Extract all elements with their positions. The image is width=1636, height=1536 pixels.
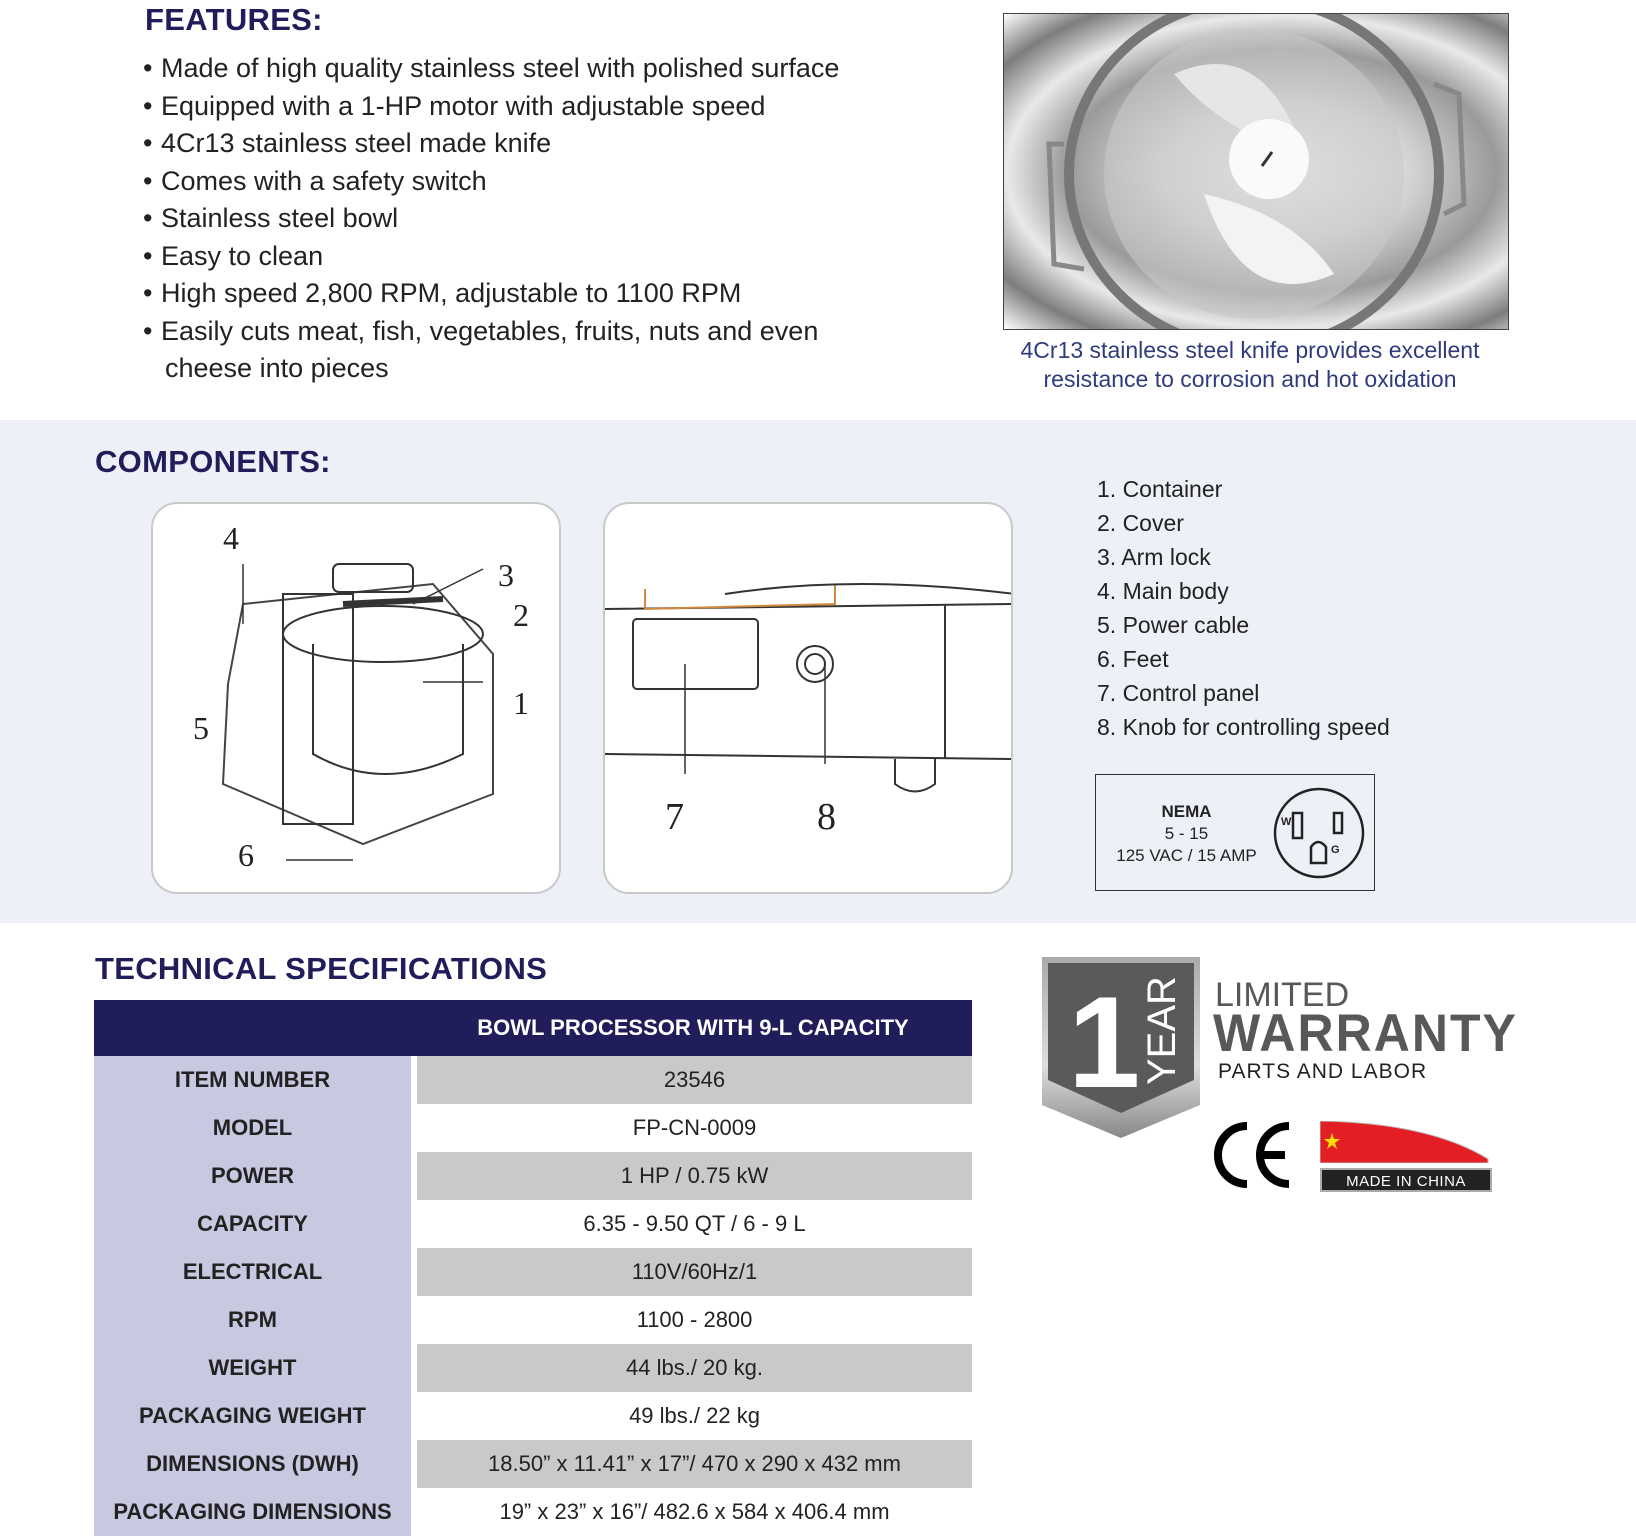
spec-label: ELECTRICAL: [94, 1248, 414, 1296]
diagram-control-panel-view: [603, 502, 1013, 894]
nema-rating: 125 VAC / 15 AMP: [1116, 846, 1257, 865]
diagram-label: 1: [513, 685, 529, 721]
feature-item: • High speed 2,800 RPM, adjustable to 1100 RPM: [143, 278, 742, 308]
diagram-front-view: [151, 502, 561, 894]
feature-item: • Equipped with a 1-HP motor with adjustable speed: [143, 90, 766, 121]
ce-mark-icon: [1213, 1120, 1293, 1190]
diagram-label: 2: [513, 597, 529, 633]
component-item: 5. Power cable: [1097, 612, 1250, 638]
feature-item: • Made of high quality stainless steel with polished surface: [143, 53, 840, 83]
nema-w-label: W: [1281, 816, 1292, 828]
china-flag-icon: [1320, 1121, 1492, 1163]
spec-value: 23546: [414, 1056, 972, 1104]
badge-unit: YEAR: [1140, 976, 1184, 1085]
spec-row: [94, 1344, 972, 1392]
feature-item: • Comes with a safety switch: [143, 165, 487, 196]
spec-row: [94, 1488, 972, 1536]
features-title: FEATURES:: [145, 2, 323, 37]
component-item: 3. Arm lock: [1097, 544, 1211, 570]
feature-item-continuation: cheese into pieces: [165, 353, 389, 383]
badge-number: 1: [1068, 969, 1141, 1115]
feature-item: • 4Cr13 stainless steel made knife: [143, 128, 552, 158]
caption-line: resistance to corrosion and hot oxidation: [1043, 366, 1457, 392]
nema-outlet-icon: [1271, 785, 1367, 881]
spec-row: [94, 1248, 972, 1296]
features-list: [143, 50, 839, 388]
spec-label: MODEL: [94, 1104, 414, 1152]
diagram-label: 4: [223, 520, 239, 556]
specs-table: [94, 1000, 972, 1536]
nema-title: NEMA: [1161, 802, 1212, 821]
spec-label: POWER: [94, 1152, 414, 1200]
specs-header-blank: [94, 1000, 414, 1056]
feature-item: • Easy to clean: [143, 240, 324, 271]
component-item: 2. Cover: [1097, 510, 1184, 536]
spec-label: DIMENSIONS (DWH): [94, 1440, 414, 1488]
specs-title: TECHNICAL SPECIFICATIONS: [95, 951, 548, 986]
coverage-text: PARTS AND LABOR: [1218, 1060, 1428, 1083]
component-item: 1. Container: [1097, 476, 1223, 502]
limited-text: LIMITED: [1215, 976, 1350, 1014]
spec-row: [94, 1392, 972, 1440]
knife-bowl-photo: [1003, 13, 1509, 330]
caption-line: 4Cr13 stainless steel knife provides excellent: [1020, 337, 1480, 363]
spec-value: 44 lbs./ 20 kg.: [414, 1344, 972, 1392]
spec-value: 110V/60Hz/1: [414, 1248, 972, 1296]
made-in-china-badge: [1320, 1121, 1492, 1190]
origin-text: MADE IN CHINA: [1320, 1168, 1492, 1192]
spec-label: CAPACITY: [94, 1200, 414, 1248]
spec-value: 1100 - 2800: [414, 1296, 972, 1344]
nema-text: [1104, 801, 1269, 867]
spec-row: [94, 1440, 972, 1488]
diagram-label: 3: [498, 557, 514, 593]
spec-value: 1 HP / 0.75 kW: [414, 1152, 972, 1200]
spec-label: WEIGHT: [94, 1344, 414, 1392]
spec-label: RPM: [94, 1296, 414, 1344]
component-item: 8. Knob for controlling speed: [1097, 714, 1390, 740]
spec-value: 19” x 23” x 16”/ 482.6 x 584 x 406.4 mm: [414, 1488, 972, 1536]
component-item: 7. Control panel: [1097, 680, 1260, 706]
spec-label: ITEM NUMBER: [94, 1056, 414, 1104]
nema-g-label: G: [1331, 844, 1340, 856]
spec-label: PACKAGING WEIGHT: [94, 1392, 414, 1440]
component-item: 6. Feet: [1097, 646, 1169, 672]
diagram-label: 7: [665, 796, 684, 838]
feature-item: • Stainless steel bowl: [143, 203, 399, 233]
spec-row: [94, 1200, 972, 1248]
diagram-label: 8: [817, 796, 836, 838]
spec-row: [94, 1104, 972, 1152]
spec-row: [94, 1056, 972, 1104]
diagram-label: 6: [238, 837, 254, 873]
spec-value: FP-CN-0009: [414, 1104, 972, 1152]
nema-plug-box: [1095, 774, 1375, 891]
components-list: [1097, 472, 1390, 744]
spec-value: 6.35 - 9.50 QT / 6 - 9 L: [414, 1200, 972, 1248]
spec-row: [94, 1152, 972, 1200]
spec-value: 18.50” x 11.41” x 17”/ 470 x 290 x 432 mm: [414, 1440, 972, 1488]
components-title: COMPONENTS:: [95, 444, 331, 479]
specs-header: BOWL PROCESSOR WITH 9-L CAPACITY: [414, 1000, 972, 1056]
spec-label: PACKAGING DIMENSIONS: [94, 1488, 414, 1536]
component-item: 4. Main body: [1097, 578, 1229, 604]
feature-item: • Easily cuts meat, fish, vegetables, fruits, nuts and even: [143, 315, 819, 346]
spec-value: 49 lbs./ 22 kg: [414, 1392, 972, 1440]
warranty-text: WARRANTY: [1213, 1003, 1518, 1063]
photo-caption: [990, 336, 1510, 394]
nema-type: 5 - 15: [1164, 824, 1209, 843]
one-year-warranty-badge: [1040, 955, 1202, 1140]
spec-row: [94, 1296, 972, 1344]
diagram-label: 5: [193, 710, 209, 746]
